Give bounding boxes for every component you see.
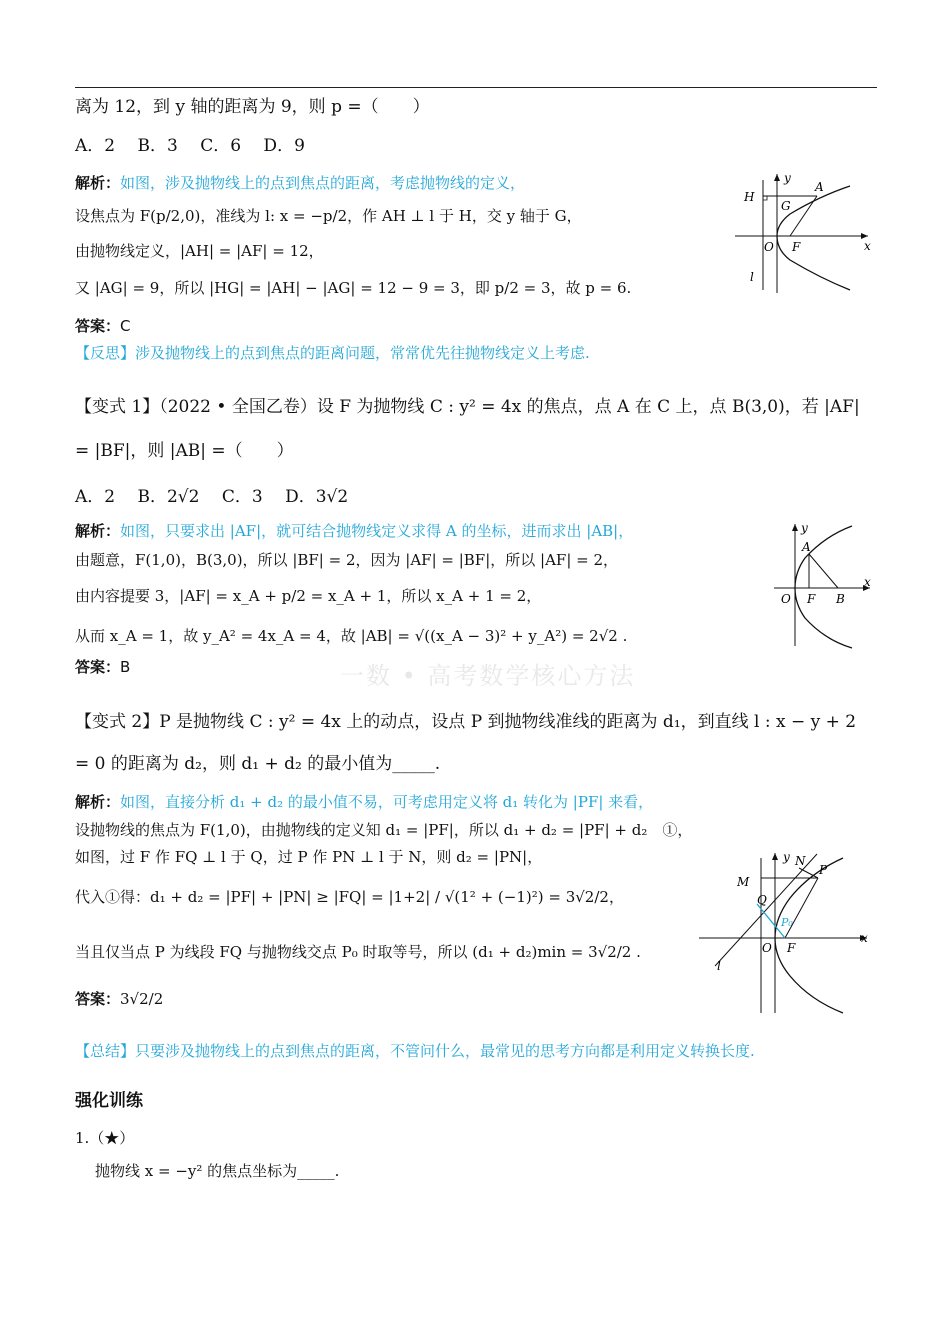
problem-tail: 离为 12，到 y 轴的距离为 9，则 p =（ ） — [75, 97, 430, 117]
analysis-label: 解析： — [75, 522, 121, 540]
reflection-text: 涉及抛物线上的点到焦点的距离问题，常常优先往抛物线定义上考虑. — [135, 344, 590, 362]
analysis-step: 如图，过 F 作 FQ ⊥ l 于 Q，过 P 作 PN ⊥ l 于 N，则 d₂ = |PN|， — [75, 848, 543, 866]
fig1-l-label: l — [750, 270, 754, 284]
reflection-line — [75, 342, 590, 363]
fig3-M-label: M — [737, 875, 750, 889]
parabola-figure-3 — [695, 848, 875, 1018]
fig2-y-label: y — [801, 521, 808, 535]
fig1-G-label: G — [781, 199, 791, 213]
fig3-P-label: P — [819, 863, 828, 877]
analysis-step: 当且仅当点 P 为线段 FQ 与抛物线交点 P₀ 时取等号，所以 (d₁ + d₂)min = 3√2/2 . — [75, 943, 641, 961]
fig1-F-label: F — [792, 240, 801, 254]
fig1-y-label: y — [784, 171, 791, 185]
fig3-P0-label: P₀ — [781, 916, 793, 929]
summary-text: 只要涉及抛物线上的点到焦点的距离，不管问什么，最常见的思考方向都是利用定义转换长度. — [135, 1042, 755, 1060]
analysis-step: 由内容提要 3，|AF| = x_A + p/2 = x_A + 1，所以 x_A + 1 = 2， — [75, 587, 542, 605]
fig1-H-label: H — [744, 190, 755, 204]
parabola-figure-1 — [730, 168, 875, 298]
answer-value: 3√2/2 — [120, 990, 164, 1008]
fig1-x-label: x — [864, 239, 871, 253]
fig2-F-label: F — [807, 592, 816, 606]
variant1-heading: 【变式 1】（2022 • 全国乙卷）设 F 为抛物线 C : y² = 4x 的焦点，点 A 在 C 上，点 B(3,0)，若 |AF| — [75, 397, 860, 417]
fig3-l-label: l — [717, 959, 721, 973]
top-rule — [75, 87, 877, 88]
fig2-A-label: A — [802, 540, 811, 554]
practice-q1-text: 抛物线 x = −y² 的焦点坐标为_____. — [95, 1162, 340, 1180]
answer-label: 答案： — [75, 990, 121, 1008]
answer-label: 答案： — [75, 658, 121, 676]
analysis-step: 代入①得：d₁ + d₂ = |PF| + |PN| ≥ |FQ| = |1+2| / √(1² + (−1)²) = 3√2/2， — [75, 888, 624, 906]
analysis-step: 从而 x_A = 1，故 y_A² = 4x_A = 4，故 |AB| = √((x_A − 3)² + y_A²) = 2√2 . — [75, 627, 628, 645]
parabola-figure-2 — [770, 518, 880, 650]
summary-tag: 【总结】 — [75, 1042, 136, 1060]
fig3-N-label: N — [795, 854, 806, 868]
analysis-step: 由抛物线定义，|AH| = |AF| = 12， — [75, 242, 324, 260]
fig3-x-label: x — [861, 931, 868, 945]
fig2-O-label: O — [781, 592, 791, 606]
answer-line — [75, 656, 130, 677]
analysis-step: 由题意，F(1,0)，B(3,0)，所以 |BF| = 2，因为 |AF| = |BF|，所以 |AF| = 2， — [75, 551, 619, 569]
analysis-label: 解析： — [75, 174, 121, 192]
fig3-Q-label: Q — [757, 893, 767, 907]
analysis-intro: 如图，涉及抛物线上的点到焦点的距离，考虑抛物线的定义， — [120, 174, 526, 192]
analysis-label: 解析： — [75, 793, 121, 811]
answer-label: 答案： — [75, 317, 121, 335]
practice-q1-number: 1.（★） — [75, 1129, 135, 1147]
fig2-x-label: x — [864, 575, 871, 589]
analysis-step: 设抛物线的焦点为 F(1,0)，由抛物线的定义知 d₁ = |PF|，所以 d₁ + d₂ = |PF| + d₂ ①， — [75, 821, 693, 839]
problem-options: A．2 B．3 C．6 D．9 — [75, 136, 305, 156]
analysis-step: 设焦点为 F(p/2,0)，准线为 l: x = −p/2，作 AH ⊥ l 于 H，交 y 轴于 G， — [75, 207, 582, 225]
fig3-y-label: y — [783, 850, 790, 864]
analysis-intro: 如图，直接分析 d₁ + d₂ 的最小值不易，可考虑用定义将 d₁ 转化为 |PF| 来看， — [120, 793, 654, 811]
analysis-line — [75, 520, 633, 541]
variant2-heading: 【变式 2】P 是抛物线 C : y² = 4x 上的动点，设点 P 到抛物线准线的距离为 d₁，到直线 l : x − y + 2 — [75, 712, 857, 732]
answer-line — [75, 315, 131, 336]
fig3-F-label: F — [787, 941, 796, 955]
practice-title: 强化训练 — [75, 1091, 143, 1111]
fig2-B-label: B — [836, 592, 845, 606]
answer-line — [75, 988, 163, 1009]
variant1-heading-cont: = |BF|，则 |AB| =（ ） — [75, 441, 294, 461]
analysis-intro: 如图，只要求出 |AF|，就可结合抛物线定义求得 A 的坐标，进而求出 |AB|， — [120, 522, 634, 540]
answer-value: B — [120, 658, 131, 676]
variant1-options: A．2 B．2√2 C．3 D．3√2 — [75, 487, 349, 507]
watermark: 一数 • 高考数学核心方法 — [340, 662, 636, 690]
analysis-line — [75, 791, 653, 812]
variant2-heading-cont: = 0 的距离为 d₂，则 d₁ + d₂ 的最小值为_____. — [75, 754, 441, 774]
fig1-O-label: O — [764, 240, 774, 254]
answer-value: C — [120, 317, 131, 335]
summary-line — [75, 1040, 755, 1061]
analysis-line — [75, 172, 525, 193]
analysis-step: 又 |AG| = 9，所以 |HG| = |AH| − |AG| = 12 − 9 = 3，即 p/2 = 3，故 p = 6. — [75, 279, 632, 297]
fig3-O-label: O — [762, 941, 772, 955]
fig1-A-label: A — [815, 180, 824, 194]
reflection-tag: 【反思】 — [75, 344, 136, 362]
